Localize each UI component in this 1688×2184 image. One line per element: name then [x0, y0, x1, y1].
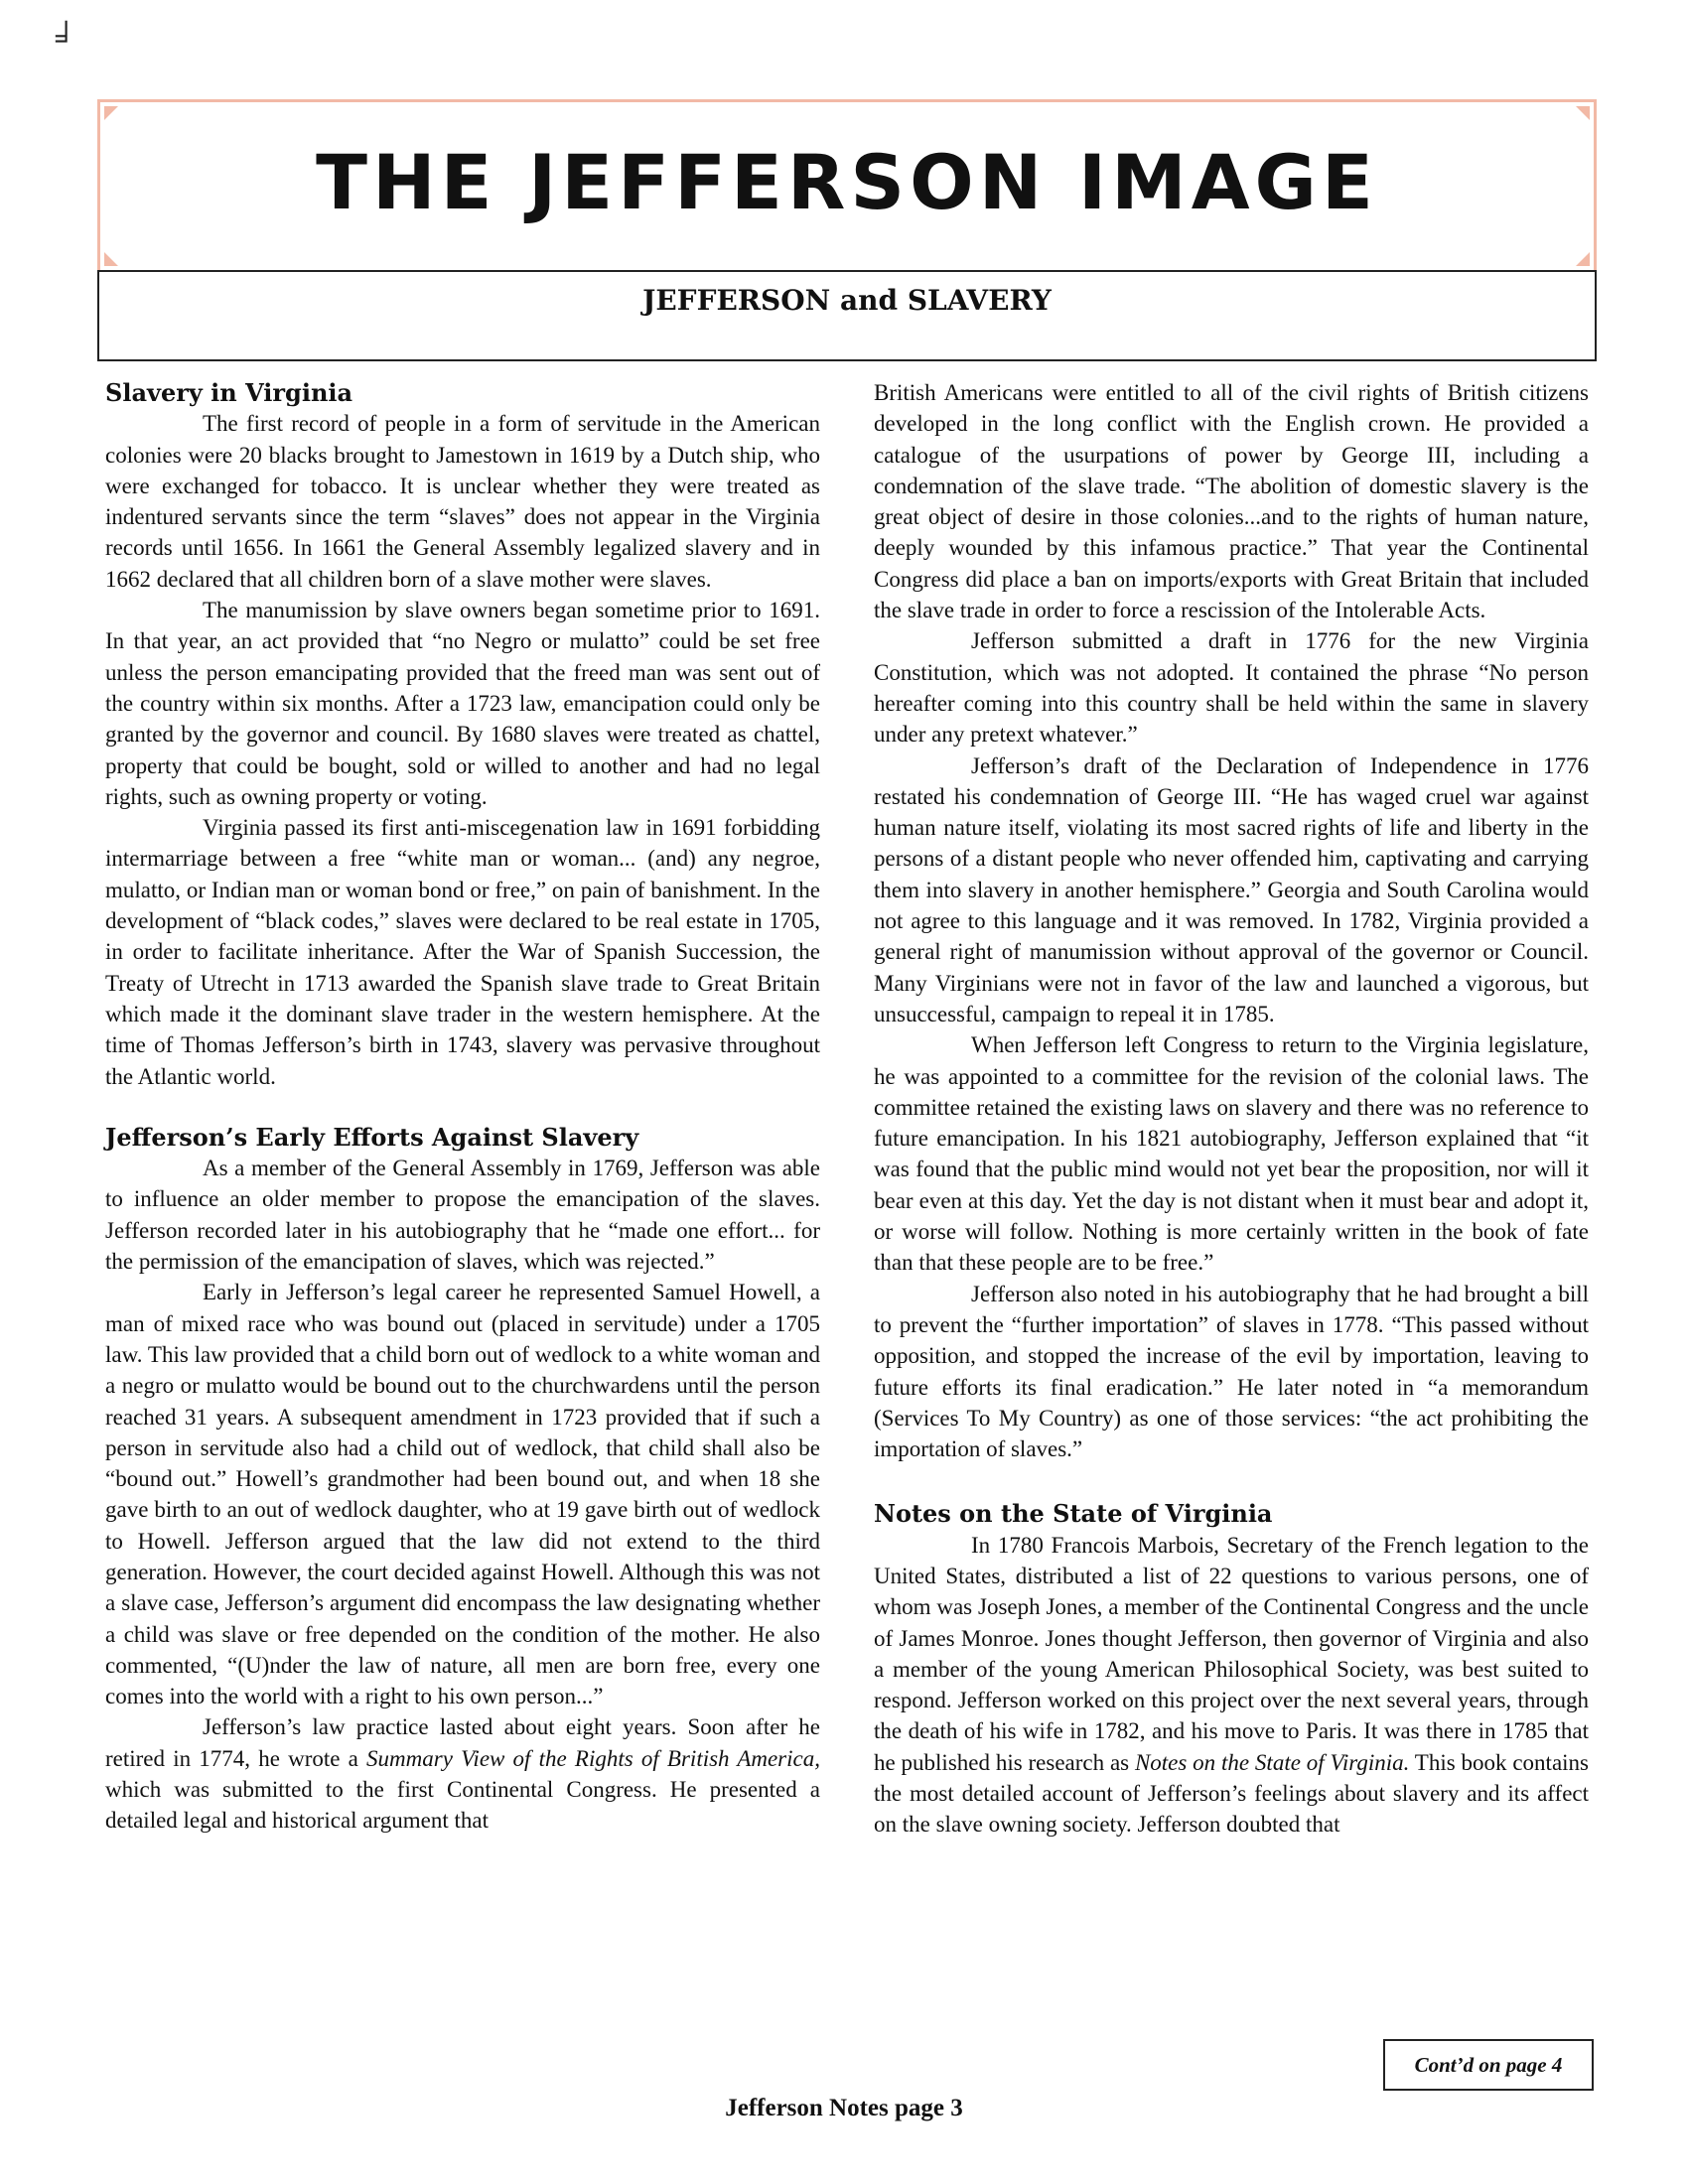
- paragraph: Jefferson’s draft of the Declaration of Independence in 1776 restated his condemnation of George III. “He has waged cruel war against human nature itself, violating its most sacred rights of life and liberty in the persons of a distant people who never offended him, captivating and carrying them into slavery in another hemisphere.” Georgia and South Carolina would not agree to this language and it was removed. In 1782, Virginia provided a general right of manumission without approval of the governor or Council. Many Virginians were not in favor of the law and launched a vigorous, but unsuccessful, campaign to repeal it in 1785.: [874, 752, 1589, 1026]
- corner-ornament: [1576, 106, 1590, 120]
- corner-ornament: [1576, 252, 1590, 266]
- right-column: [874, 377, 1589, 1841]
- paragraph-text: which was submitted to the first Continental Congress. He presented a detailed legal and historical argument that: [105, 1777, 820, 1834]
- paragraph: [874, 1530, 1589, 1841]
- corner-ornament: [104, 252, 118, 266]
- corner-ornament: [104, 106, 118, 120]
- subtitle-box: [97, 270, 1597, 361]
- continued-box: Cont’d on page 4: [1383, 2039, 1594, 2091]
- page-subtitle: JEFFERSON and SLAVERY: [642, 284, 1052, 317]
- paragraph-text: Jefferson’s law practice lasted about eight years. Soon after he retired in 1774, he wrote a: [105, 1714, 820, 1771]
- paragraph: [105, 1711, 820, 1836]
- section-heading: Jefferson’s Early Efforts Against Slavery: [105, 1122, 639, 1152]
- paragraph: When Jefferson left Congress to return to the Virginia legislature, he was appointed to a committee for the revision of the colonial laws. The committee retained the existing laws on slavery and there was no reference to future emancipation. In his 1821 autobiography, Jefferson explained that “it was found that the public mind would not yet bear the proposition, nor will it bear even at this day. Yet the day is not distant when it must bear and adopt it, or worse will follow. Nothing is more certainly written in the book of fate than that these people are to be free.”: [874, 1032, 1589, 1276]
- paragraph: Jefferson submitted a draft in 1776 for the new Virginia Constitution, which was not adopted. It contained the phrase “No person hereafter coming into this country shall be held within the same in slavery under any pretext whatever.”: [874, 628, 1589, 748]
- paragraph: British Americans were entitled to all of the civil rights of British citizens developed in the long conflict with the English crown. He provided a catalogue of the usurpations of power by George III, including a condemnation of the slave trade. “The abolition of domestic slavery is the great object of desire in those colonies...and to the rights of human nature, deeply wounded by this infamous practice.” That year the Continental Congress did place a ban on imports/exports with Great Britain that included the slave trade in order to force a rescission of the Intolerable Acts.: [874, 380, 1589, 623]
- page-footer: Jefferson Notes page 3: [725, 2095, 963, 2121]
- masthead: [97, 99, 1597, 270]
- paragraph-text: In 1780 Francois Marbois, Secretary of the French legation to the United States, distributed a list of 22 questions to various persons, one of whom was Joseph Jones, a member of the Continental Congress and the uncle of James Monroe. Jones thought Jefferson, then governor of Virginia and also a member of the young American Philosophical Society, was best suited to respond. Jefferson worked on this project over the next several years, through the death of his wife in 1782, and his move to Paris. It was there in 1785 that he published his research as: [874, 1532, 1589, 1775]
- paragraph: The first record of people in a form of servitude in the American colonies were 20 blacks brought to Jamestown in 1619 by a Dutch ship, who were exchanged for tobacco. It is unclear whether they were treated as indentured servants since the term “slaves” does not appear in the Virginia records until 1656. In 1661 the General Assembly legalized slavery and in 1662 declared that all children born of a slave mother were slaves.: [105, 411, 820, 592]
- section-heading: Slavery in Virginia: [105, 378, 353, 407]
- book-title: Notes on the State of Virginia.: [1134, 1749, 1410, 1775]
- left-column: [105, 377, 820, 1837]
- paragraph-text: This book contains the most detailed account of Jefferson’s feelings about slavery and its affect on the slave owning society. Jefferson doubted that: [874, 1749, 1589, 1838]
- paragraph: Virginia passed its first anti-miscegenation law in 1691 forbidding intermarriage between a free “white man or woman... (and) any negroe, mulatto, or Indian man or woman bond or free,” on pain of banishment. In the development of “black codes,” slaves were declared to be real estate in 1705, in order to facilitate inheritance. After the War of Spanish Succession, the Treaty of Utrecht in 1713 awarded the Spanish slave trade to Great Britain which made it the dominant slave trader in the western hemisphere. At the time of Thomas Jefferson’s birth in 1743, slavery was pervasive throughout the Atlantic world.: [105, 815, 820, 1089]
- paragraph: As a member of the General Assembly in 1769, Jefferson was able to influence an older member to propose the emancipation of the slaves. Jefferson recorded later in his autobiography that he “made one effort... for the permission of the emancipation of slaves, which was rejected.”: [105, 1156, 820, 1275]
- paragraph: Jefferson also noted in his autobiography that he had brought a bill to prevent the “further importation” of slaves in 1778. “This passed without opposition, and stopped the increase of the evil by importation, leaving to future efforts its final eradication.” He later noted in “a memorandum (Services To My Country) as one of those services: “the act prohibiting the importation of slaves.”: [874, 1281, 1589, 1462]
- paragraph: The manumission by slave owners began sometime prior to 1691. In that year, an act provided that “no Negro or mulatto” could be set free unless the person emancipating provided that the freed man was sent out of the country within six months. After a 1723 law, emancipation could only be granted by the governor and council. By 1680 slaves were treated as chattel, property that could be bought, sold or willed to another and had no legal rights, such as owning property or voting.: [105, 598, 820, 809]
- book-title: Summary View of the Rights of British America,: [366, 1745, 820, 1771]
- masthead-title: THE JEFFERSON IMAGE: [316, 138, 1378, 226]
- section-heading: Notes on the State of Virginia: [874, 1499, 1273, 1529]
- corner-mark: ╛: [56, 22, 77, 55]
- paragraph: Early in Jefferson’s legal career he represented Samuel Howell, a man of mixed race who was bound out (placed in servitude) under a 1705 law. This law provided that a child born out of wedlock to a white woman and a negro or mulatto would be bound out to the churchwardens until the person reached 31 years. A subsequent amendment in 1723 provided that if such a person in servitude also had a child out of wedlock, that child shall also be “bound out.” Howell’s grandmother had been bound out, and when 18 she gave birth to an out of wedlock daughter, who at 19 gave birth out of wedlock to Howell. Jefferson argued that the law did not extend to the third generation. However, the court decided against Howell. Although this was not a slave case, Jefferson’s argument did encompass the law designating whether a child was slave or free depended on the condition of the mother. He also commented, “(U)nder the law of nature, all men are born free, every one comes into the world with a right to his own person...”: [105, 1280, 820, 1709]
